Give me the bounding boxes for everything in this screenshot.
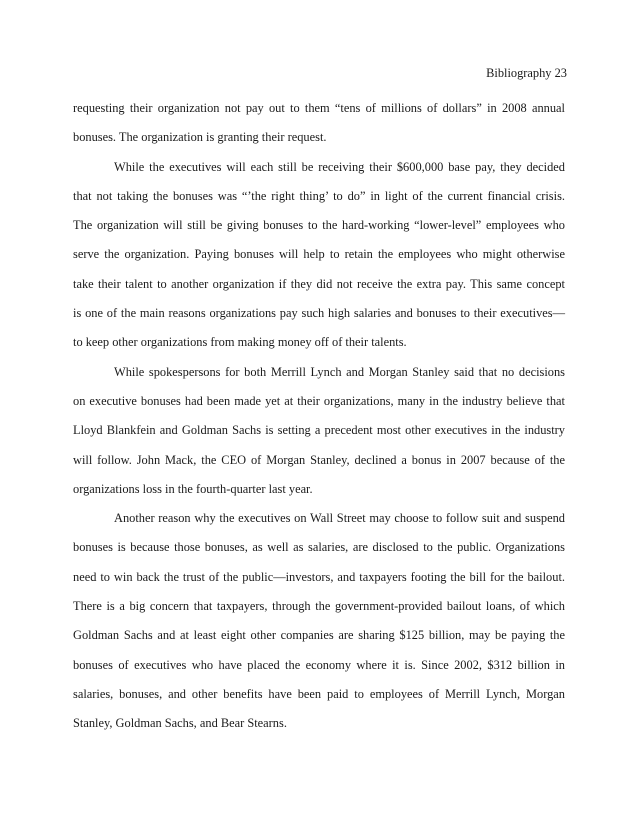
text-line: The organization will still be giving bonuses to the hard-working “lower-level” employees who xyxy=(73,218,565,233)
text-line: serve the organization. Paying bonuses will help to retain the employees who might otherwise xyxy=(73,247,565,262)
text-line: will follow. John Mack, the CEO of Morgan Stanley, declined a bonus in 2007 because of the xyxy=(73,452,565,467)
text-line: Stanley, Goldman Sachs, and Bear Stearns. xyxy=(73,716,287,731)
body-text xyxy=(73,100,565,745)
text-line: to keep other organizations from making money off of their talents. xyxy=(73,335,407,350)
text-line: Another reason why the executives on Wall Street may choose to follow suit and suspend xyxy=(114,511,565,526)
text-line: While the executives will each still be receiving their $600,000 base pay, they decided xyxy=(114,159,565,174)
text-line: salaries, bonuses, and other benefits have been paid to employees of Merrill Lynch, Morgan xyxy=(73,686,565,701)
text-line: requesting their organization not pay out to them “tens of millions of dollars” in 2008 annual xyxy=(73,101,565,115)
text-line: Lloyd Blankfein and Goldman Sachs is setting a precedent most other executives in the industry xyxy=(73,423,565,438)
text-line: need to win back the trust of the public—investors, and taxpayers footing the bill for the bailout. xyxy=(73,569,565,584)
text-line: on executive bonuses had been made yet at their organizations, many in the industry believe that xyxy=(73,393,565,408)
text-line: organizations loss in the fourth-quarter last year. xyxy=(73,481,313,496)
text-line: that not taking the bonuses was “’the right thing’ to do” in light of the current financial crisis. xyxy=(73,188,565,203)
text-line: bonuses. The organization is granting their request. xyxy=(73,130,327,145)
text-line: take their talent to another organization if they did not receive the extra pay. This same concept xyxy=(73,276,565,291)
text-line: is one of the main reasons organizations pay such high salaries and bonuses to their executives— xyxy=(73,306,565,321)
text-line: While spokespersons for both Merrill Lynch and Morgan Stanley said that no decisions xyxy=(114,364,565,379)
text-line: bonuses of executives who have placed the economy where it is. Since 2002, $312 billion in xyxy=(73,657,565,672)
text-line: Goldman Sachs and at least eight other companies are sharing $125 billion, may be paying the xyxy=(73,628,565,643)
running-head: Bibliography 23 xyxy=(486,66,567,80)
text-line: There is a big concern that taxpayers, through the government-provided bailout loans, of which xyxy=(73,599,565,614)
text-line: bonuses is because those bonuses, as well as salaries, are disclosed to the public. Organizations xyxy=(73,540,565,555)
